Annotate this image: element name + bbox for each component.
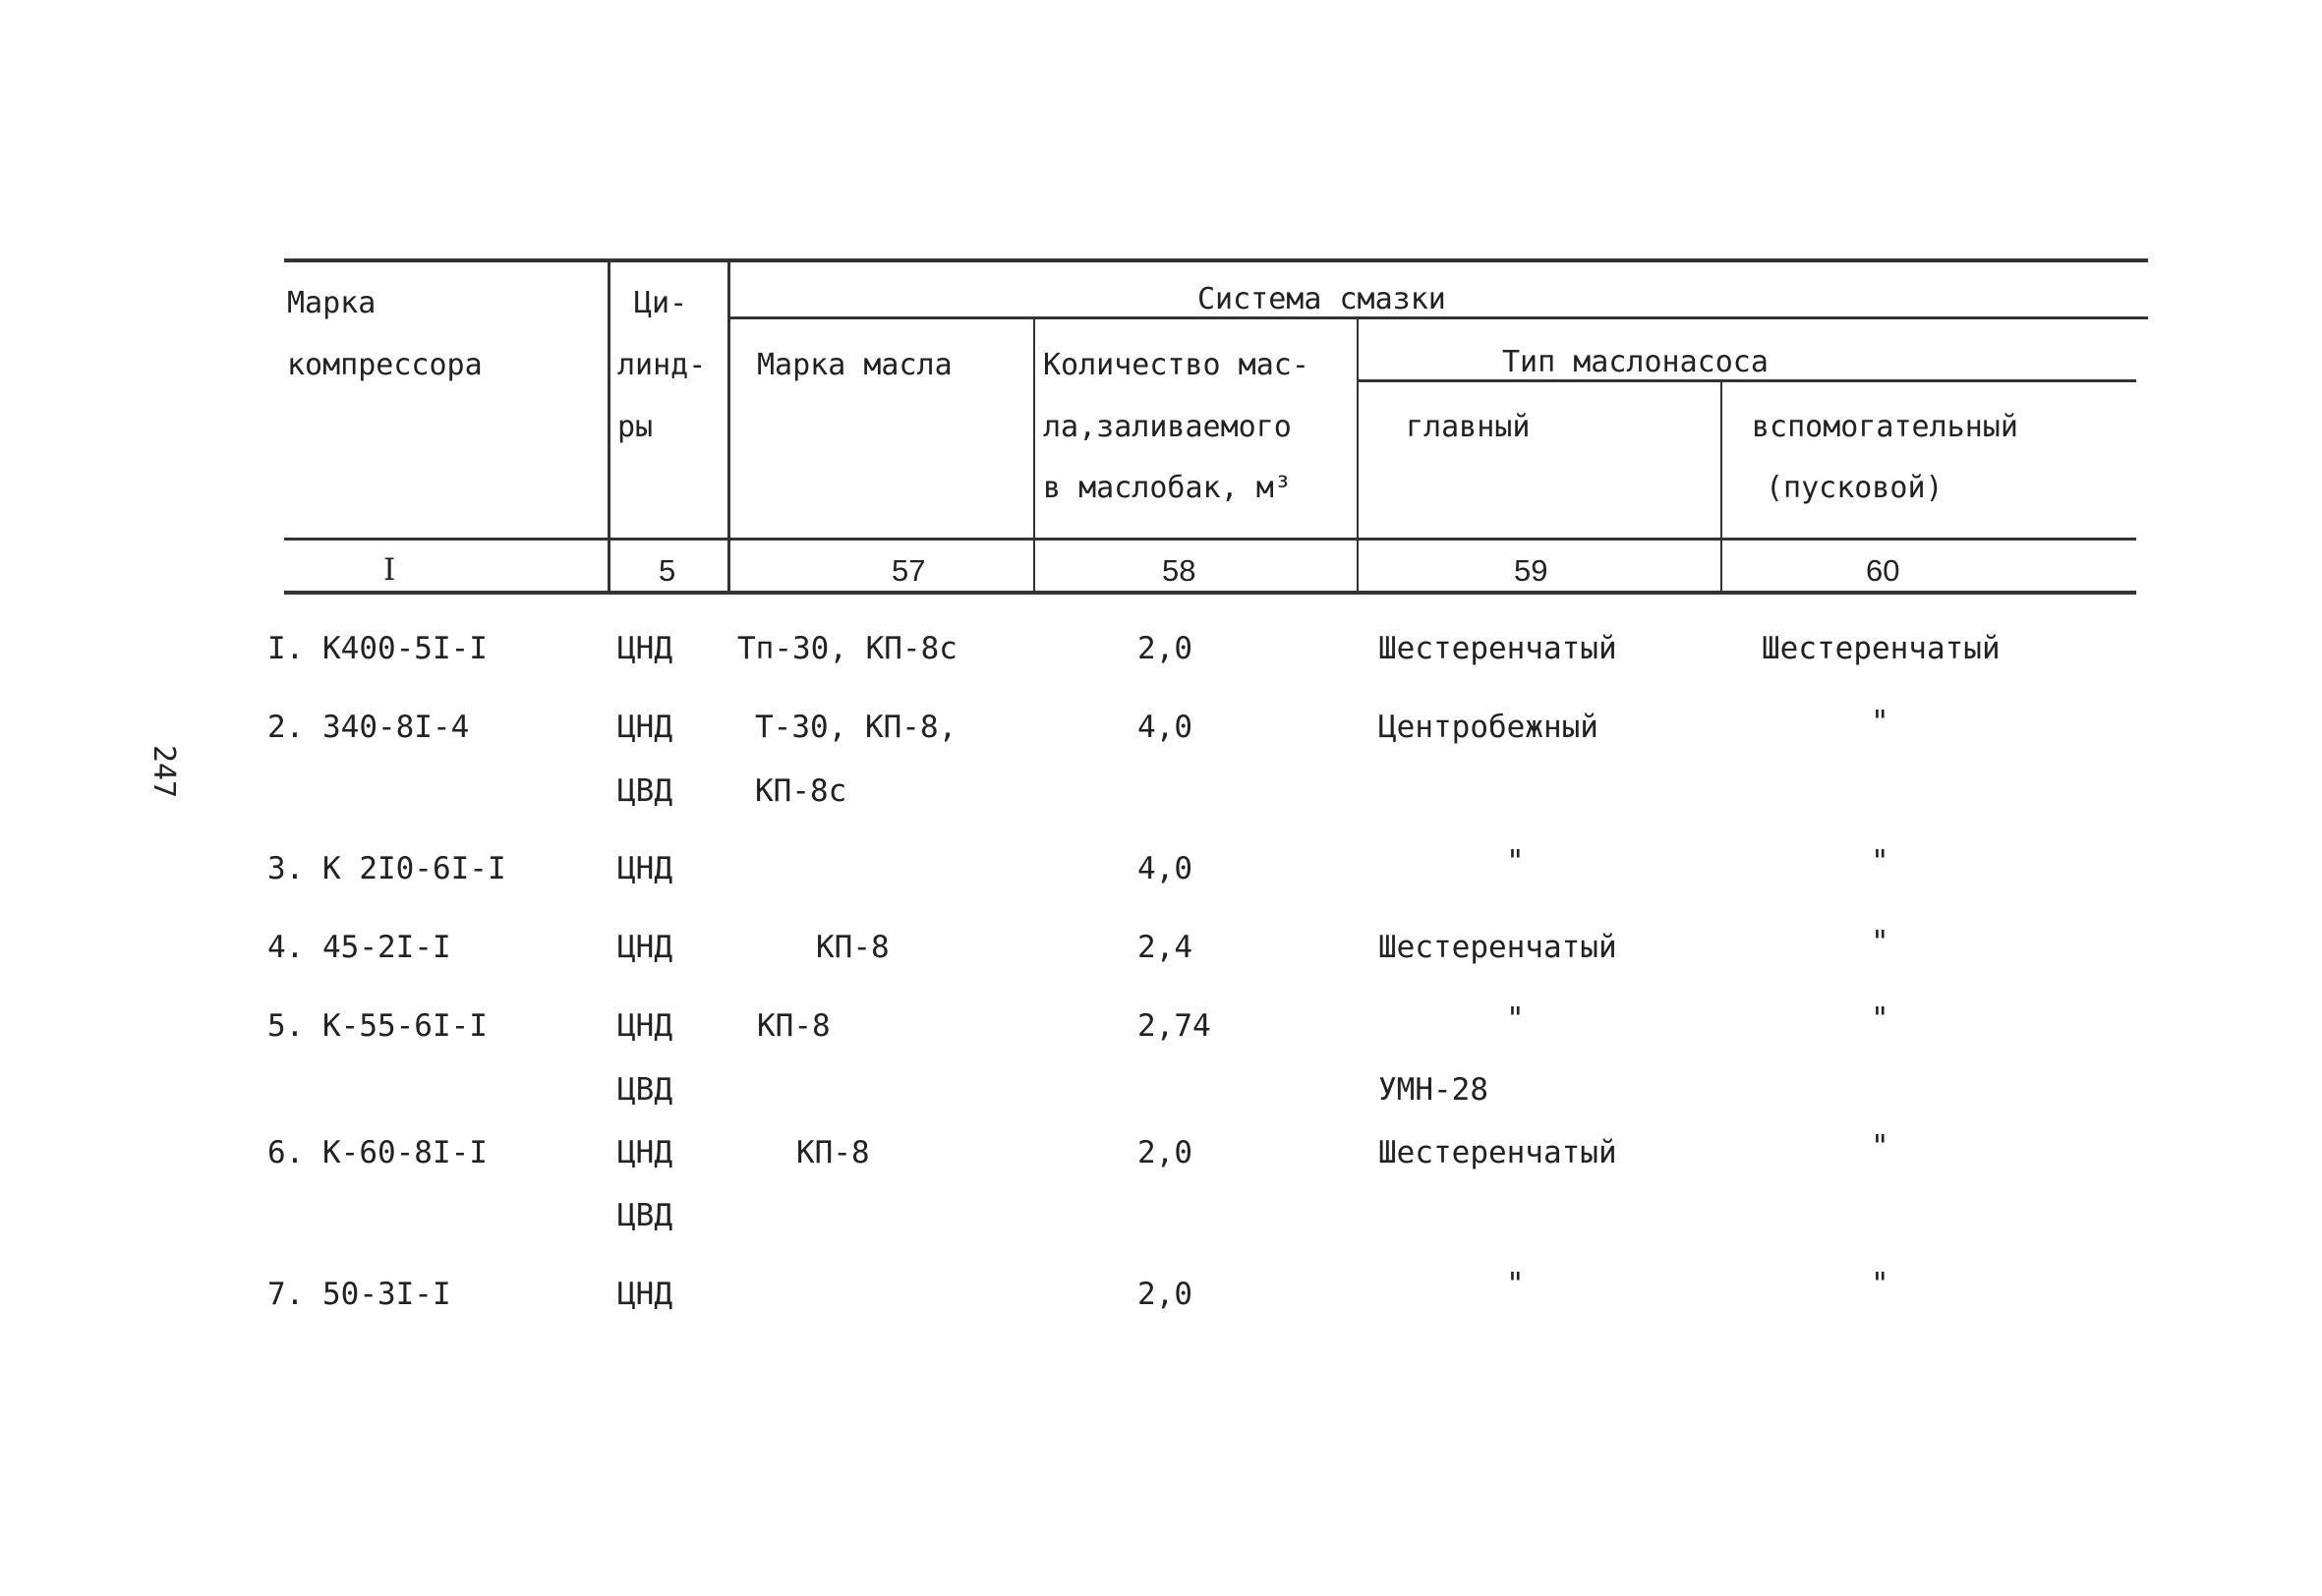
cell-cylinders: ЦНД: [617, 710, 672, 745]
divider-brand-cyl: [608, 260, 610, 593]
divider-main-aux: [1720, 380, 1722, 593]
cell-oil-brand: КП-8: [757, 1008, 831, 1044]
cell-oil-qty: 4,0: [1137, 710, 1192, 745]
cell-aux-pump: ": [1871, 925, 1889, 960]
cell-brand: 7. 50-3I-I: [267, 1277, 451, 1312]
top-rule: [284, 258, 2148, 262]
header-aux-line2: (пусковой): [1766, 471, 1944, 505]
cell-cylinders: ЦНД: [617, 631, 672, 666]
cell-cylinders: ЦНД: [617, 930, 672, 965]
cell-cylinders: ЦНД: [617, 1135, 672, 1170]
numbers-bottom-rule: [284, 591, 2136, 595]
cell-cylinders: ЦВД: [617, 1198, 672, 1233]
cell-oil-brand: КП-8: [816, 930, 890, 965]
cell-brand: 4. 45-2I-I: [267, 930, 451, 965]
header-brand-line1: Марка: [287, 286, 377, 320]
cell-aux-pump: Шестеренчатый: [1762, 631, 2001, 666]
cell-oil-brand: КП-8: [796, 1135, 870, 1170]
header-main: главный: [1406, 410, 1531, 444]
cell-brand: 2. 340-8I-4: [267, 710, 470, 745]
cell-oil-brand: КП-8с: [755, 773, 847, 809]
header-oil-qty-line2: ла,заливаемого: [1043, 410, 1292, 444]
cell-cylinders: ЦНД: [617, 1008, 672, 1044]
cell-aux-pump: ": [1871, 1267, 1889, 1302]
cell-cylinders: ЦНД: [617, 851, 672, 886]
header-aux-line1: вспомогательный: [1752, 410, 2018, 444]
divider-oil-qty: [1033, 317, 1035, 593]
cell-main-pump: Шестеренчатый: [1378, 930, 1617, 965]
cell-main-pump: Шестеренчатый: [1378, 631, 1617, 666]
column-number: 5: [659, 553, 676, 588]
lubrication-group-rule: [728, 316, 2148, 319]
cell-oil-qty: 2,0: [1137, 1277, 1192, 1312]
cell-aux-pump: ": [1871, 705, 1889, 740]
column-number: 57: [892, 553, 926, 588]
cell-main-pump: Шестеренчатый: [1378, 1135, 1617, 1170]
header-cyl-line2: линд-: [617, 348, 707, 382]
header-brand-line2: компрессора: [287, 348, 483, 382]
cell-brand: 6. К-60-8I-I: [267, 1135, 488, 1170]
cell-main-pump: ": [1506, 844, 1525, 880]
column-number: 58: [1162, 553, 1196, 588]
header-cyl-line3: ры: [617, 410, 654, 444]
divider-cyl-oil: [727, 260, 730, 593]
header-pump-group: Тип маслонасоса: [1502, 345, 1769, 379]
cell-cylinders: ЦНД: [617, 1277, 672, 1312]
header-bottom-rule: [284, 538, 2136, 541]
column-number: 60: [1866, 553, 1900, 588]
cell-cylinders: ЦВД: [617, 773, 672, 809]
cell-aux-pump: ": [1871, 844, 1889, 880]
header-lubrication-group: Система смазки: [1197, 282, 1446, 316]
cell-main-pump: Центробежный: [1378, 710, 1598, 745]
divider-qty-main: [1357, 317, 1359, 593]
page-number: 247: [146, 745, 181, 799]
column-number: 59: [1514, 553, 1548, 588]
cell-cylinders: ЦВД: [617, 1072, 672, 1108]
header-oil-qty-line1: Количество мас-: [1043, 348, 1309, 382]
cell-main-pump: ": [1506, 1001, 1525, 1037]
cell-oil-qty: 2,74: [1137, 1008, 1211, 1044]
cell-oil-qty: 2,0: [1137, 1135, 1192, 1170]
cell-aux-pump: ": [1871, 1001, 1889, 1037]
header-cyl-line1: Ци-: [634, 286, 688, 320]
cell-main-pump: ": [1506, 1267, 1525, 1302]
cell-oil-qty: 4,0: [1137, 851, 1192, 886]
cell-oil-qty: 2,0: [1137, 631, 1192, 666]
cell-main-pump: УМН-28: [1378, 1072, 1488, 1108]
cell-brand: 3. К 2I0-6I-I: [267, 851, 506, 886]
cell-aux-pump: ": [1871, 1129, 1889, 1165]
cell-oil-qty: 2,4: [1137, 930, 1192, 965]
cell-brand: 5. К-55-6I-I: [267, 1008, 488, 1044]
column-number: I: [383, 552, 396, 588]
cell-oil-brand: Тп-30, КП-8с: [737, 631, 958, 666]
header-oil-brand: Марка масла: [757, 348, 953, 382]
header-oil-qty-line3: в маслобак, м³: [1043, 471, 1292, 505]
cell-brand: I. К400-5I-I: [267, 631, 488, 666]
pump-group-rule: [1358, 379, 2136, 382]
cell-oil-brand: Т-30, КП-8,: [755, 710, 958, 745]
